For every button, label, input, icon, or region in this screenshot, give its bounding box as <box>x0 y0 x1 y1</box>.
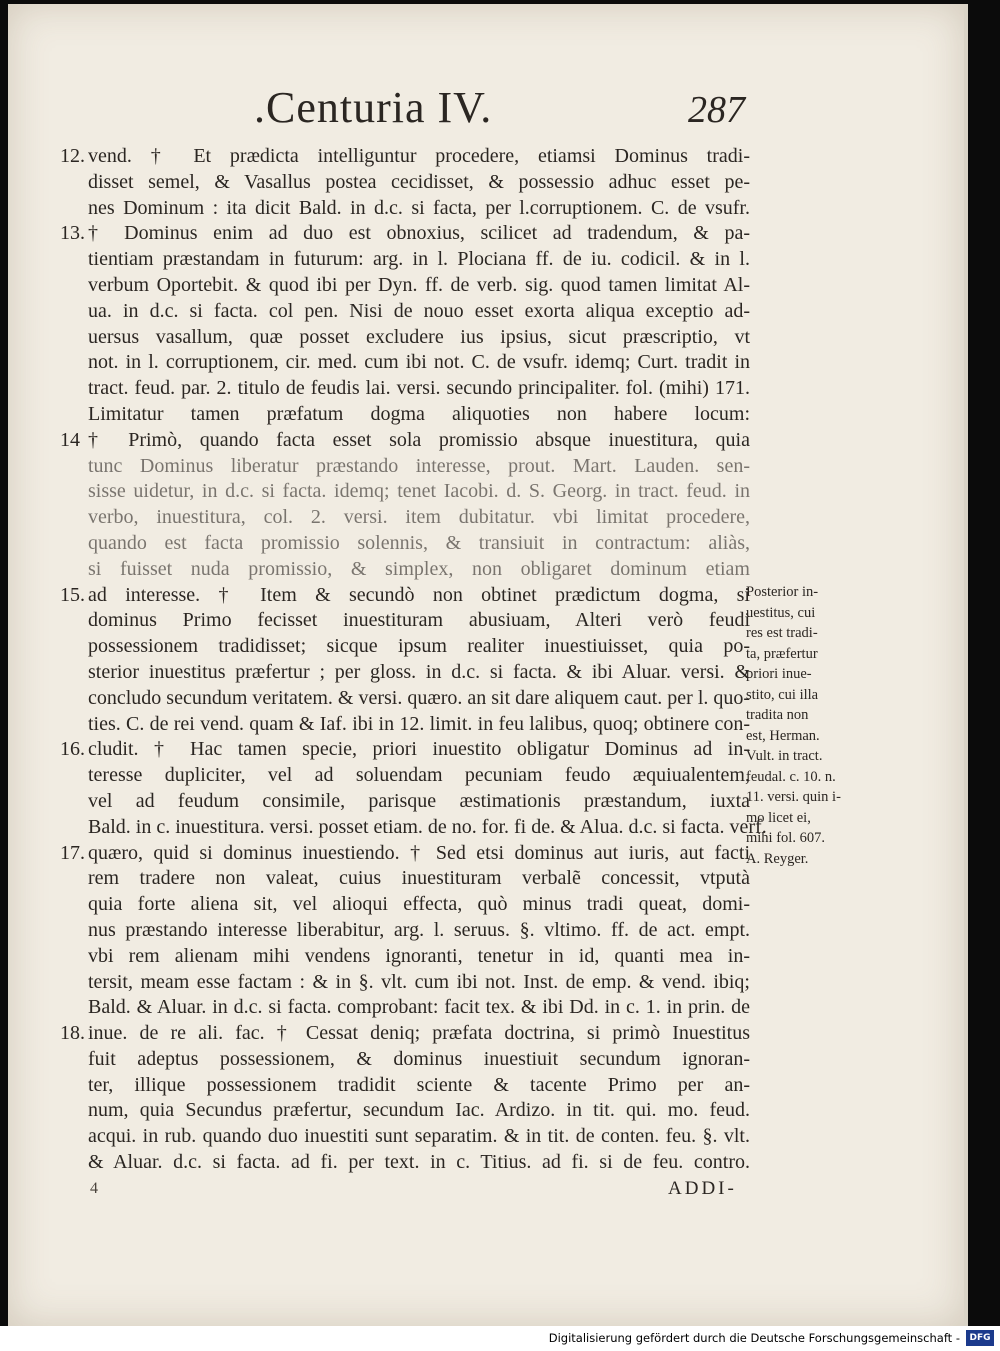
text-line <box>88 686 750 712</box>
section-number: 18. <box>60 1022 85 1045</box>
line-text: num, quia Secundus præfertur, secundum Iac. Ardizo. in tit. qui. mo. feud. <box>88 1099 750 1122</box>
text-line <box>88 608 750 634</box>
text-line <box>88 866 750 892</box>
text-line <box>60 221 750 247</box>
text-line <box>88 763 750 789</box>
text-line <box>88 1124 750 1150</box>
margin-note-line: ta, præfertur <box>746 645 818 662</box>
margin-note-line: priori inue- <box>746 666 812 682</box>
text-line <box>88 1098 750 1124</box>
margin-note-line: A. Reyger. <box>746 850 809 867</box>
text-line <box>88 299 750 325</box>
section-number: 16. <box>60 738 85 761</box>
text-line <box>88 892 750 918</box>
text-line <box>88 505 750 531</box>
line-text: nes Dominum : ita dicit Bald. in d.c. si facta, per l.corruptionem. C. de vsufr. <box>88 196 750 219</box>
text-line <box>88 660 750 686</box>
page-header <box>8 82 964 142</box>
text-line <box>88 170 750 196</box>
line-text: † Dominus enim ad duo est obnoxius, scilicet ad tradendum, & pa- <box>88 222 750 245</box>
section-number: 15. <box>60 583 85 606</box>
margin-note-line: res est tradi- <box>746 625 818 641</box>
line-text: si fuisset nuda promissio, & simplex, non obligaret dominum etiam <box>88 557 750 580</box>
line-text: ad interesse. † Item & secundò non obtinet prædictum dogma, si <box>88 583 750 606</box>
line-text: acqui. in rub. quando duo inuestiti sunt separatim. & in tit. de conten. feu. §. vlt. <box>88 1125 750 1148</box>
margin-note-line: mo licet ei, <box>746 809 811 826</box>
line-text: inue. de re ali. fac. † Cessat deniq; præfata doctrina, si primò Inuestitus <box>88 1022 750 1045</box>
text-line <box>88 325 750 351</box>
text-line <box>88 273 750 299</box>
line-text: uersus vasallum, quæ posset excludere ius ipsius, sicut præscriptio, vt <box>88 325 750 348</box>
line-text: Limitatur tamen præfatum dogma aliquoties non habere locum: <box>88 402 750 425</box>
page-number: 287 <box>688 89 745 131</box>
line-text: † Primò, quando facta esset sola promissio absque inuestitura, quia <box>88 428 750 451</box>
text-line <box>88 350 750 376</box>
line-text: ties. C. de rei vend. quam & Iaf. ibi in 12. limit. in feu lalibus, quoq; obtinere con- <box>88 712 750 735</box>
margin-note-line: 11. versi. quin i- <box>746 789 841 805</box>
dfg-logo-icon: DFG <box>966 1330 994 1346</box>
line-text: quia forte aliena sit, vel alioqui effecta, quò minus tradi queat, domi- <box>88 893 750 916</box>
line-text: Bald. in c. inuestitura. versi. posset etiam. de no. for. fi de. & Alua. d.c. si facta. verf. <box>88 815 767 838</box>
line-text: not. in l. corruptionem, cir. med. cum ibi not. C. de vsufr. idemq; Curt. tradit in <box>88 351 750 374</box>
text-line <box>88 196 750 222</box>
digitization-notice: Digitalisierung gefördert durch die Deutsche Forschungsgemeinschaft - <box>548 1331 960 1345</box>
line-text: teresse dupliciter, vel ad soluendam pecuniam feudo æquiualentem, <box>88 764 750 787</box>
line-text: verbo, inuestitura, col. 2. versi. item dubitatur. vbi limitat procedere, <box>88 506 750 529</box>
line-text: ua. in d.c. si facta. col pen. Nisi de nouo esset exorta aliqua exceptio ad- <box>88 299 750 322</box>
text-line <box>88 944 750 970</box>
margin-note-line: Vult. in tract. <box>746 748 823 764</box>
line-text: concludo secundum veritatem. & versi. quæro. an sit dare aliquem caut. per l. quo- <box>88 686 751 709</box>
text-line <box>88 789 750 815</box>
line-text: rem tradere non valeat, cuius inuestituram verbalẽ concessit, vtputà <box>88 867 750 890</box>
line-text: quando est facta promissio solennis, & transiuit in contractum: aliàs, <box>88 531 750 554</box>
margin-note-line: est, Herman. <box>746 727 820 744</box>
line-text: verbum Oportebit. & quod ibi per Dyn. ff. de verb. sig. quod tamen limitat Al- <box>88 273 750 296</box>
text-line <box>88 634 750 660</box>
line-text: sterior inuestitus præfertur ; per gloss. in d.c. si facta. & ibi Aluar. versi. & <box>88 660 750 683</box>
text-line <box>88 712 750 738</box>
text-line <box>88 479 750 505</box>
text-line <box>88 1047 750 1073</box>
line-text: sisse uidetur, in d.c. si facta. idemq; tenet Iacobi. d. S. Georg. in tract. feud. in <box>88 480 750 503</box>
text-line <box>60 144 750 170</box>
margin-note-line: uestitus, cui <box>746 604 816 621</box>
line-text: vel ad feudum consimile, parisque æstimationis præstandum, iuxta <box>88 789 750 812</box>
line-text: Bald. & Aluar. in d.c. si facta. comprobant: facit tex. & ibi Dd. in c. 1. in prin. de <box>88 996 750 1019</box>
text-line <box>60 428 750 454</box>
text-line <box>88 247 750 273</box>
line-text: tersit, meam esse factam : & in §. vlt. cum ibi not. Inst. de emp. & vend. ibiq; <box>88 970 750 993</box>
line-text: nus præstando interesse liberabitur, arg. l. seruus. §. vltimo. ff. de act. empt. <box>88 918 750 941</box>
main-text-block <box>60 144 767 1176</box>
line-text: quæro, quid si dominus inuestiendo. † Sed etsi dominus aut iuris, aut facti <box>88 841 750 864</box>
text-line <box>88 918 750 944</box>
line-text: tunc Dominus liberatur præstando interesse, prout. Mart. Lauden. sen- <box>88 454 750 477</box>
text-line <box>88 970 750 996</box>
text-line <box>88 1073 750 1099</box>
margin-note-line: mihi fol. 607. <box>746 830 825 846</box>
text-line <box>60 737 750 763</box>
text-line <box>60 841 750 867</box>
line-text: & Aluar. d.c. si facta. ad fi. per text. in c. Titius. ad fi. si de feu. contro. <box>88 1151 750 1174</box>
margin-note <box>746 582 858 869</box>
section-number: 13. <box>60 222 85 245</box>
line-text: possessionem tradidisset; sicque ipsum realiter inuestiuisset, quia po- <box>88 635 750 658</box>
digitization-footer <box>0 1326 1000 1351</box>
text-line <box>88 557 750 583</box>
catchword: ADDI- <box>668 1178 737 1199</box>
text-line <box>88 531 750 557</box>
margin-note-line: Posterior in- <box>746 584 819 600</box>
line-text: tientiam præstandam in futurum: arg. in l. Plociana ff. de iu. codicil. & in l. <box>88 248 750 271</box>
text-line <box>60 583 750 609</box>
text-line <box>88 1150 750 1176</box>
page-edge <box>964 4 968 1326</box>
section-number: 12. <box>60 145 85 167</box>
text-line <box>88 815 767 841</box>
margin-note-line: tradita non <box>746 707 809 723</box>
section-number: 17. <box>60 841 85 864</box>
line-text: vend. † Et prædicta intelliguntur procedere, etiamsi Dominus tradi- <box>88 145 750 167</box>
margin-note-line: stito, cui illa <box>746 686 819 703</box>
line-text: vbi rem alienam mihi vendens ignoranti, tenetur in id, quanti mea in- <box>88 944 750 967</box>
line-text: tract. feud. par. 2. titulo de feudis lai. versi. secundo principaliter. fol. (mihi) 171. <box>88 377 750 400</box>
line-text: disset semel, & Vasallus postea cecidisset, & possessio adhuc esset pe- <box>88 170 750 193</box>
text-line <box>88 376 750 402</box>
line-text: ter, illique possessionem tradidit sciente & tacente Primo per an- <box>88 1073 750 1096</box>
book-page <box>8 4 964 1326</box>
text-line <box>88 402 750 428</box>
text-line <box>60 1021 750 1047</box>
line-text: fuit adeptus possessionem, & dominus inuestiuit secundum ignoran- <box>88 1047 750 1070</box>
text-line <box>88 995 750 1021</box>
margin-note-line: feudal. c. 10. n. <box>746 768 836 785</box>
signature-mark: 4 <box>90 1180 98 1197</box>
line-text: cludit. † Hac tamen specie, priori inuestito obligatur Dominus ad in- <box>88 738 750 761</box>
running-title: .Centuria IV. <box>254 83 493 132</box>
section-number: 14 <box>60 428 80 451</box>
text-line <box>88 454 750 480</box>
line-text: dominus Primo fecisset inuestituram abusiuam, Alteri verò feudi <box>88 609 750 632</box>
